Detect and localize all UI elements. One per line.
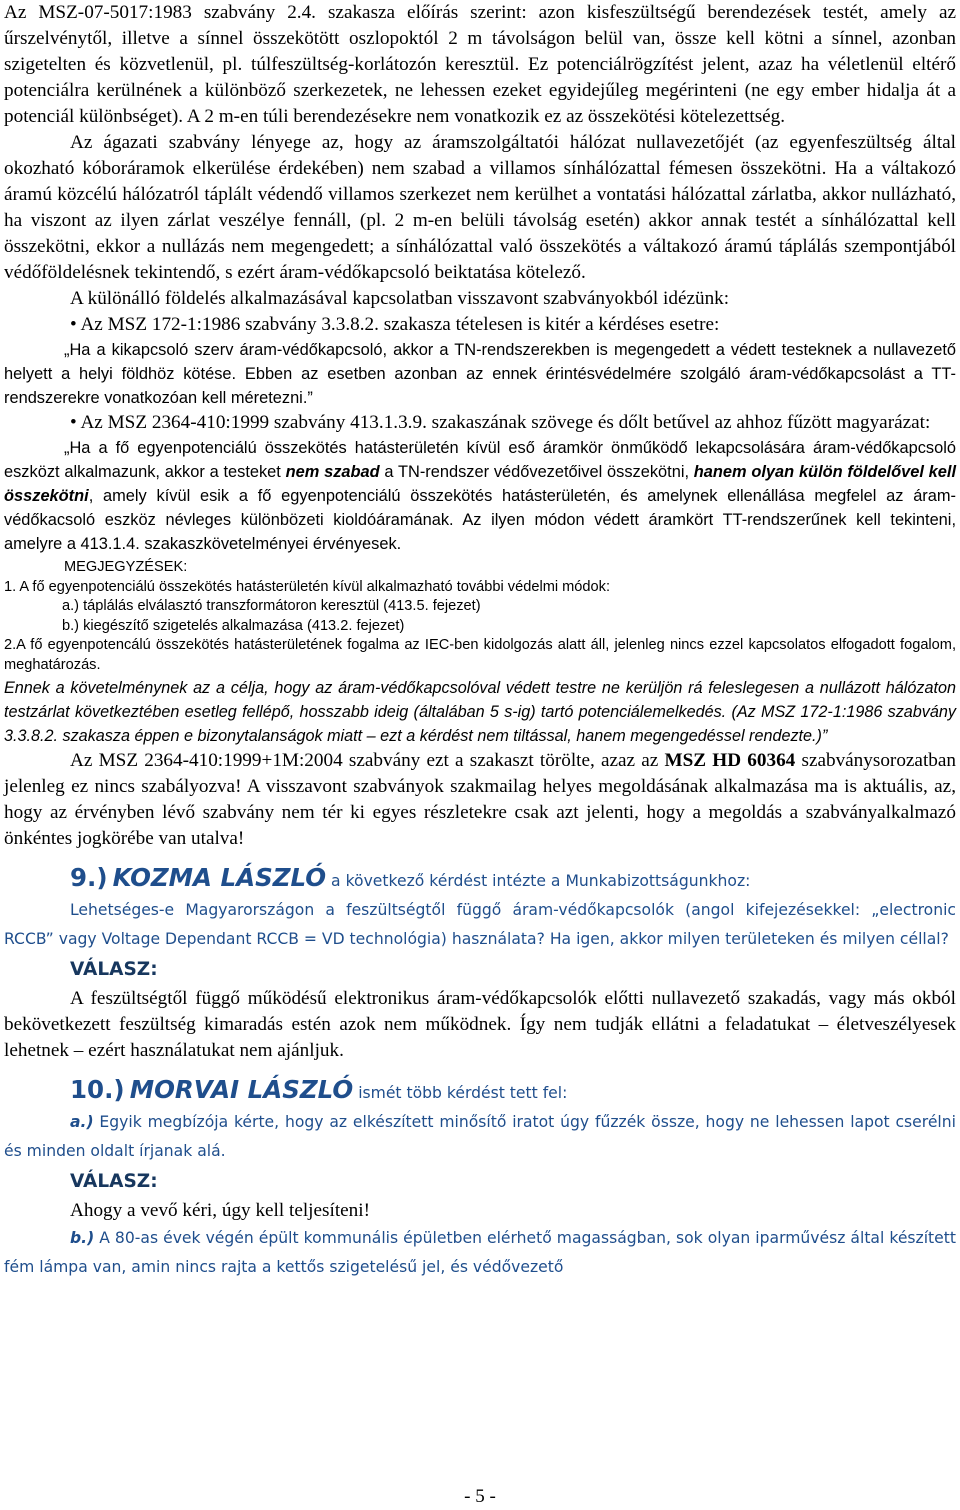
bullet-msz-2364: • Az MSZ 2364-410:1999 szabvány 413.1.3.9. szakaszának szövege és dőlt betűvel az ahhoz fűzött magyarázat: [70, 412, 931, 433]
quote-emphasis-kulon-foldelo: hanem olyan külön földelővel kell összekötni [4, 463, 957, 505]
quote-text-2: a TN-rendszer védővezetőivel összekötni, [379, 463, 694, 481]
question-9-answer: A feszültségtől függő működésű elektronikus áram-védőkapcsolók előtti nullavezető szakadás, vagy más okból bekövetkezett feszültség kimaradás estén azok nem működnek. Így nem tudják ellátni a feladatukat – életveszélyesek lehetnek – ezért használatukat nem ajánljuk. [4, 987, 956, 1061]
quote-msz-172: „Ha a kikapcsoló szerv áram-védőkapcsoló, akkor a TN-rendszerekben is megengedett a védett testeknek a nullavezető helyett a helyi földhöz kötése. Ebben az esetben azonban az ennek érintésvédelmére szolgáló áram-védőkapcsolást a TT-rendszerekre vonatkozóan kell méretezni.” [4, 341, 956, 407]
question-10a-label: a.) [70, 1112, 94, 1131]
quote-text-3: , amely kívül esik a fő egyenpotenciálú összekötés hatásterületén, és amelynek ellenállása megfelel az áram-védőkacsoló eszköz névleges különbözeti kioldóáramának. Az ilyen módon védett áramkört TT-rendszerűnek kell tekinteni, amelyre a 413.1.4. szakaszkövetelményei érvényesek. [4, 487, 956, 553]
p4-text-2: szabványsorozatban jelenleg ez nincs szabályozva! A visszavont szabványok szakmailag helyes megoldásának alkalmazása ma is aktuális, az, hogy az érvényben lévő szabvány nem tér ki egyes részletekre csak azt jelenti, hogy a megoldás a szabványalkalmazó önkéntes jogkörébe van utalva! [4, 749, 956, 849]
paragraph-msz-2364-deleted [4, 748, 956, 852]
paragraph-msz-07-5017: Az MSZ-07-5017:1983 szabvány 2.4. szakasza előírás szerint: azon kisfeszültségű berendezések testét, amely az űrszelvénytől, illetve a sínnel összekötött oszlopoktól 2 m távolságon belül van, össze kell kötni a sínnel, azonban szigetelten és közvetlenül, pl. túlfeszültség-korlátozón keresztül. Ez potenciálrögzítést jelent, azaz ha véletlenül eltérő potenciálra kerülnének a különböző szerkezetek, ne lehessen ezeket egyidejűleg megérinteni (ne egy ember hidalja át a potenciál különbséget). A 2 m-en túli berendezésekre nem vonatkozik ez az összekötési kötelezettség. [4, 2, 956, 127]
notes-title: MEGJEGYZÉSEK: [64, 559, 188, 575]
question-10a-answer-label: VÁLASZ: [70, 1170, 158, 1192]
question-9-intro: a következő kérdést intézte a Munkabizottságunkhoz: [326, 871, 751, 890]
question-10b-label: b.) [70, 1228, 95, 1247]
question-10a-body: Egyik megbízója kérte, hogy az elkészített minősítő iratot úgy fűzzék össze, hogy ne lehessen lapot cserélni és minden oldalt írjanak alá. [4, 1112, 956, 1160]
p4-text-1: Az MSZ 2364-410:1999+1M:2004 szabvány ezt a szakaszt törölte, azaz az [70, 749, 665, 771]
quote-msz-2364 [4, 436, 956, 556]
bullet-msz-172: • Az MSZ 172-1:1986 szabvány 3.3.8.2. szakasza tételesen is kitér a kérdéses esetre: [70, 314, 720, 335]
paragraph-italic-explanation: Ennek a követelménynek az a célja, hogy az áram-védőkapcsolóval védett testre ne kerüljön rá feleslegesen a nullázott hálózaton testzárlat következtében esetleg fellépő, hosszabb ideig (általában 5 s-ig) tartó potenciálemelkedés. (Az MSZ 172-1:1986 szabvány 3.3.8.2. szakasza éppen e bizonytalanságok miatt – ezt a kérdést nem tiltással, hanem megengedéssel rendezte.)” [4, 678, 956, 745]
note-1a: a.) táplálás elválasztó transzformátoron keresztül (413.5. fejezet) [62, 598, 481, 615]
question-9-heading [4, 860, 956, 896]
question-9-answer-label: VÁLASZ: [70, 958, 158, 980]
notes-block [4, 558, 956, 676]
question-10b-body: A 80-as évek végén épült kommunális épületben elérhető magasságban, sok olyan iparművész által készített fém lámpa van, amin nincs rajta a kettős szigetelésű jel, és védővezető [4, 1228, 956, 1276]
question-9-text: Lehetséges-e Magyarországon a feszültségtől függő áram-védőkapcsolók (angol kifejezésekkel: „electronic RCCB” vagy Voltage Dependant RCCB = VD technológia) használata? Ha igen, akkor milyen területeken és milyen céllal? [4, 900, 956, 948]
note-1: 1. A fő egyenpotenciálú összekötés hatásterületén kívül alkalmazható további védelmi módok: [4, 578, 611, 595]
quote-emphasis-nem-szabad: nem szabad [285, 463, 380, 481]
paragraph-agazati-szabvany: Az ágazati szabvány lényege az, hogy az áramszolgáltatói hálózat nullavezetőjét (az egyenfeszültség által okozható kóboráramok elkerülése érdekében) nem szabad a villamos sínhálózattal fémesen összekötni. Ha a váltakozó áramú közcélú hálózatról táplált védendő villamos szerkezet nem kerülhet a vontatási hálózattal zárlatba, akkor nullázható, ha viszont az ilyen zárlat veszélye fennáll, (pl. 2 m-en belüli távolság esetén) akkor annak testét a sínhálózattal kell összekötni, ekkor a nullázás nem megengedett; a sínhálózattal való összekötés a váltakozó áramú táplálás szempontjából védőföldelésnek tekintendő, s ezért áram-védőkapcsoló beiktatása kötelező. [4, 132, 956, 283]
question-9-author: KOZMA LÁSZLÓ [112, 862, 327, 892]
question-10-intro: ismét több kérdést tett fel: [353, 1083, 568, 1102]
page-number: - 5 - [464, 1486, 496, 1507]
p4-standard-name: MSZ HD 60364 [664, 749, 796, 771]
question-10-author: MORVAI LÁSZLÓ [129, 1074, 354, 1104]
question-9-number: 9.) [70, 862, 108, 892]
question-10a-text [4, 1108, 956, 1166]
note-2: 2.A fő egyenpotencálú összekötés hatásterületének fogalma az IEC-ben kidolgozás alatt áll, jelenleg nincs ezzel kapcsolatos elfogadott fogalom, meghatározás. [4, 637, 956, 673]
note-1b: b.) kiegészítő szigetelés alkalmazása (413.2. fejezet) [62, 617, 405, 634]
paragraph-visszavont-intro: A különálló földelés alkalmazásával kapcsolatban visszavont szabványokból idézünk: [70, 288, 730, 309]
document-page [4, 0, 956, 1282]
question-10a-answer: Ahogy a vevő kéri, úgy kell teljesíteni! [70, 1199, 370, 1221]
question-10-number: 10.) [70, 1074, 125, 1104]
question-10-heading [4, 1072, 956, 1108]
question-10b-text [4, 1224, 956, 1282]
quote-text-1: „Ha a fő egyenpotenciálú összekötés hatásterületén kívül eső áramkör önműködő lekapcsolására áram-védőkapcsoló eszközt alkalmazunk, akkor a testeket [4, 439, 956, 481]
